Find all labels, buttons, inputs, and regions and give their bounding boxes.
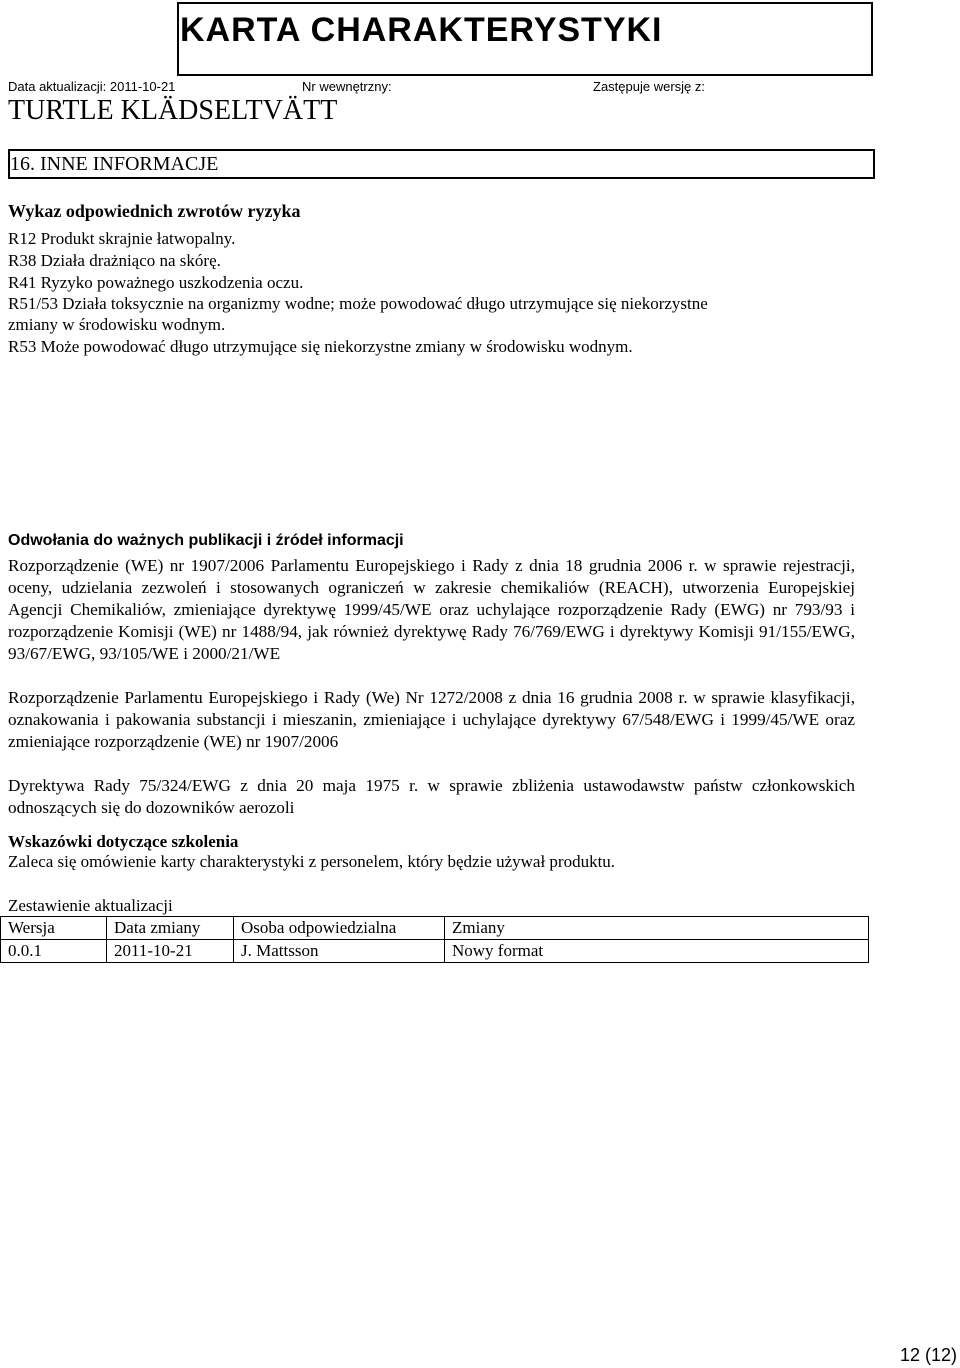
column-header: Osoba odpowiedzialna <box>234 917 445 940</box>
risk-phrase-line: R51/53 Działa toksycznie na organizmy wodne; może powodować długo utrzymujące się niekorzystne <box>8 294 708 313</box>
updates-table <box>0 916 869 963</box>
table-header-row <box>1 917 869 940</box>
table-cell: 0.0.1 <box>1 940 107 963</box>
references-heading: Odwołania do ważnych publikacji i źródeł informacji <box>8 532 404 549</box>
replaces-version-label: Zastępuje wersję z: <box>593 79 705 94</box>
risk-phrase-line: R53 Może powodować długo utrzymujące się niekorzystne zmiany w środowisku wodnym. <box>8 337 633 356</box>
update-date: Data aktualizacji: 2011-10-21 <box>8 79 176 94</box>
risk-phrases-heading: Wykaz odpowiednich zwrotów ryzyka <box>8 201 301 221</box>
document-title: KARTA CHARAKTERYSTYKI <box>180 11 663 49</box>
references-body <box>8 555 855 819</box>
risk-phrase-line: R41 Ryzyko poważnego uszkodzenia oczu. <box>8 273 304 292</box>
column-header: Zmiany <box>445 917 869 940</box>
internal-number-label: Nr wewnętrzny: <box>302 79 392 94</box>
table-row <box>1 940 869 963</box>
table-cell: Nowy format <box>445 940 869 963</box>
risk-phrase-line: zmiany w środowisku wodnym. <box>8 315 226 334</box>
reference-paragraph: Dyrektywa Rady 75/324/EWG z dnia 20 maja 1975 r. w sprawie zbliżenia ustawodawstw państw członkowskich odnoszących się do dozowników aerozoli <box>8 776 855 817</box>
reference-paragraph: Rozporządzenie (WE) nr 1907/2006 Parlamentu Europejskiego i Rady z dnia 18 grudnia 2006 r. w sprawie rejestracji, oceny, udzielania zezwoleń i stosowanych ograniczeń w zakresie chemikaliów (REACH), utworzenia Europejskiej Agencji Chemikaliów, zmieniające dyrektywę 1999/45/WE oraz uchylające rozporządzenie Rady (EWG) nr 793/93 i rozporządzenie Komisji (WE) nr 1488/94, jak również dyrektywę Rady 76/769/EWG i dyrektywy Komisji 91/155/EWG, 93/67/EWG, 93/105/WE i 2000/21/WE <box>8 556 855 663</box>
table-cell: 2011-10-21 <box>107 940 234 963</box>
column-header: Wersja <box>1 917 107 940</box>
risk-phrase-line: R38 Działa drażniąco na skórę. <box>8 251 221 270</box>
table-cell: J. Mattsson <box>234 940 445 963</box>
reference-paragraph: Rozporządzenie Parlamentu Europejskiego i Rady (We) Nr 1272/2008 z dnia 16 grudnia 2008 r. w sprawie klasyfikacji, oznakowania i pakowania substancji i mieszanin, zmieniające i uchylające dyrektywy 67/548/EWG i 1999/45/WE oraz zmieniające rozporządzenie (WE) nr 1907/2006 <box>8 688 855 751</box>
section-title: 16. INNE INFORMACJE <box>10 153 219 175</box>
updates-heading: Zestawienie aktualizacji <box>8 896 173 915</box>
training-text: Zaleca się omówienie karty charakterystyki z personelem, który będzie używał produktu. <box>8 852 616 871</box>
page-number: 12 (12) <box>900 1345 958 1365</box>
risk-phrase-line: R12 Produkt skrajnie łatwopalny. <box>8 229 236 248</box>
product-name: TURTLE KLÄDSELTVÄTT <box>8 95 338 126</box>
training-heading: Wskazówki dotyczące szkolenia <box>8 832 239 851</box>
column-header: Data zmiany <box>107 917 234 940</box>
